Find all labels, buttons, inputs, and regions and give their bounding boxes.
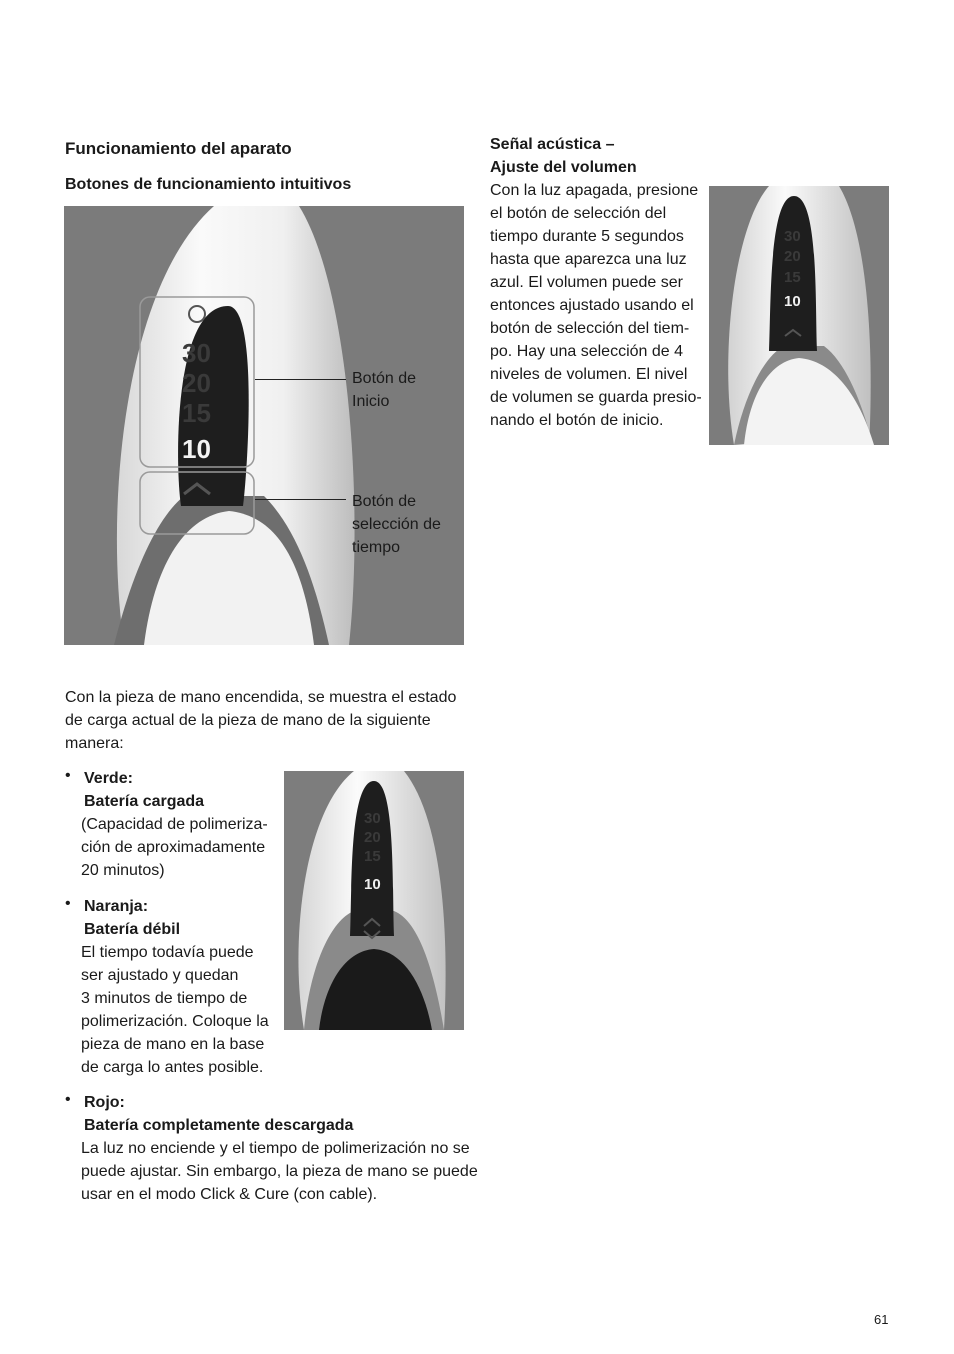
start-button-callout-line — [255, 379, 346, 380]
subsection-title: Botones de funcionamiento intuitivos — [65, 176, 352, 193]
bullet-dot: • — [65, 1091, 71, 1108]
display-number: 20 — [182, 368, 211, 398]
list-item-red: Rojo: Batería completamente descargada La luz no enciende y el tiempo de polimerización no se puede ajustar. Sin embargo, la pieza de mano se puede usar en el modo Click & Cure (con cable). — [81, 1094, 478, 1203]
section-title: Funcionamiento del aparato — [65, 139, 292, 158]
svg-text:20: 20 — [784, 248, 801, 265]
display-number: 10 — [182, 434, 211, 464]
display-number: 15 — [182, 398, 211, 428]
bullet-dot: • — [65, 767, 71, 784]
handpiece-photo-charge — [284, 771, 464, 1030]
charge-intro-text: Con la pieza de mano encendida, se muestra el estado de carga actual de la pieza de mano de la siguiente manera: — [65, 689, 457, 752]
start-button-label: Botón de Inicio — [352, 370, 417, 410]
display-number: 30 — [182, 338, 211, 368]
svg-text:20: 20 — [364, 829, 381, 846]
svg-text:10: 10 — [784, 293, 801, 310]
svg-text:15: 15 — [364, 848, 381, 865]
list-item-green: Verde: Batería cargada (Capacidad de polimeriza- ción de aproximadamente 20 minutos) — [81, 770, 268, 879]
handpiece-photo-volume — [709, 186, 889, 445]
volume-section-title: Señal acústica – Ajuste del volumen — [490, 136, 637, 176]
handpiece-illustration — [64, 206, 464, 645]
volume-section-body: Con la luz apagada, presione el botón de selección del tiempo durante 5 segundos hasta que aparezca una luz azul. El volumen puede ser entonces ajustado usando el botón de selección del tiem- po. Hay una selección de 4 niveles de volumen. El nivel de volumen se guarda presio- nando el botón de inicio. — [490, 182, 702, 429]
bullet-dot: • — [65, 895, 71, 912]
page-number: 61 — [874, 1312, 889, 1327]
svg-text:30: 30 — [784, 228, 801, 245]
time-button-label: Botón de selección de tiempo — [352, 493, 441, 556]
svg-text:15: 15 — [784, 269, 801, 286]
handpiece-photo-main — [64, 206, 464, 645]
list-item-orange: Naranja: Batería débil El tiempo todavía puede ser ajustado y quedan 3 minutos de tiempo de polimerización. Coloque la pieza de mano en la base de carga lo antes posible. — [81, 898, 269, 1076]
svg-text:10: 10 — [364, 876, 381, 893]
svg-text:30: 30 — [364, 810, 381, 827]
time-button-callout-line — [255, 499, 346, 500]
